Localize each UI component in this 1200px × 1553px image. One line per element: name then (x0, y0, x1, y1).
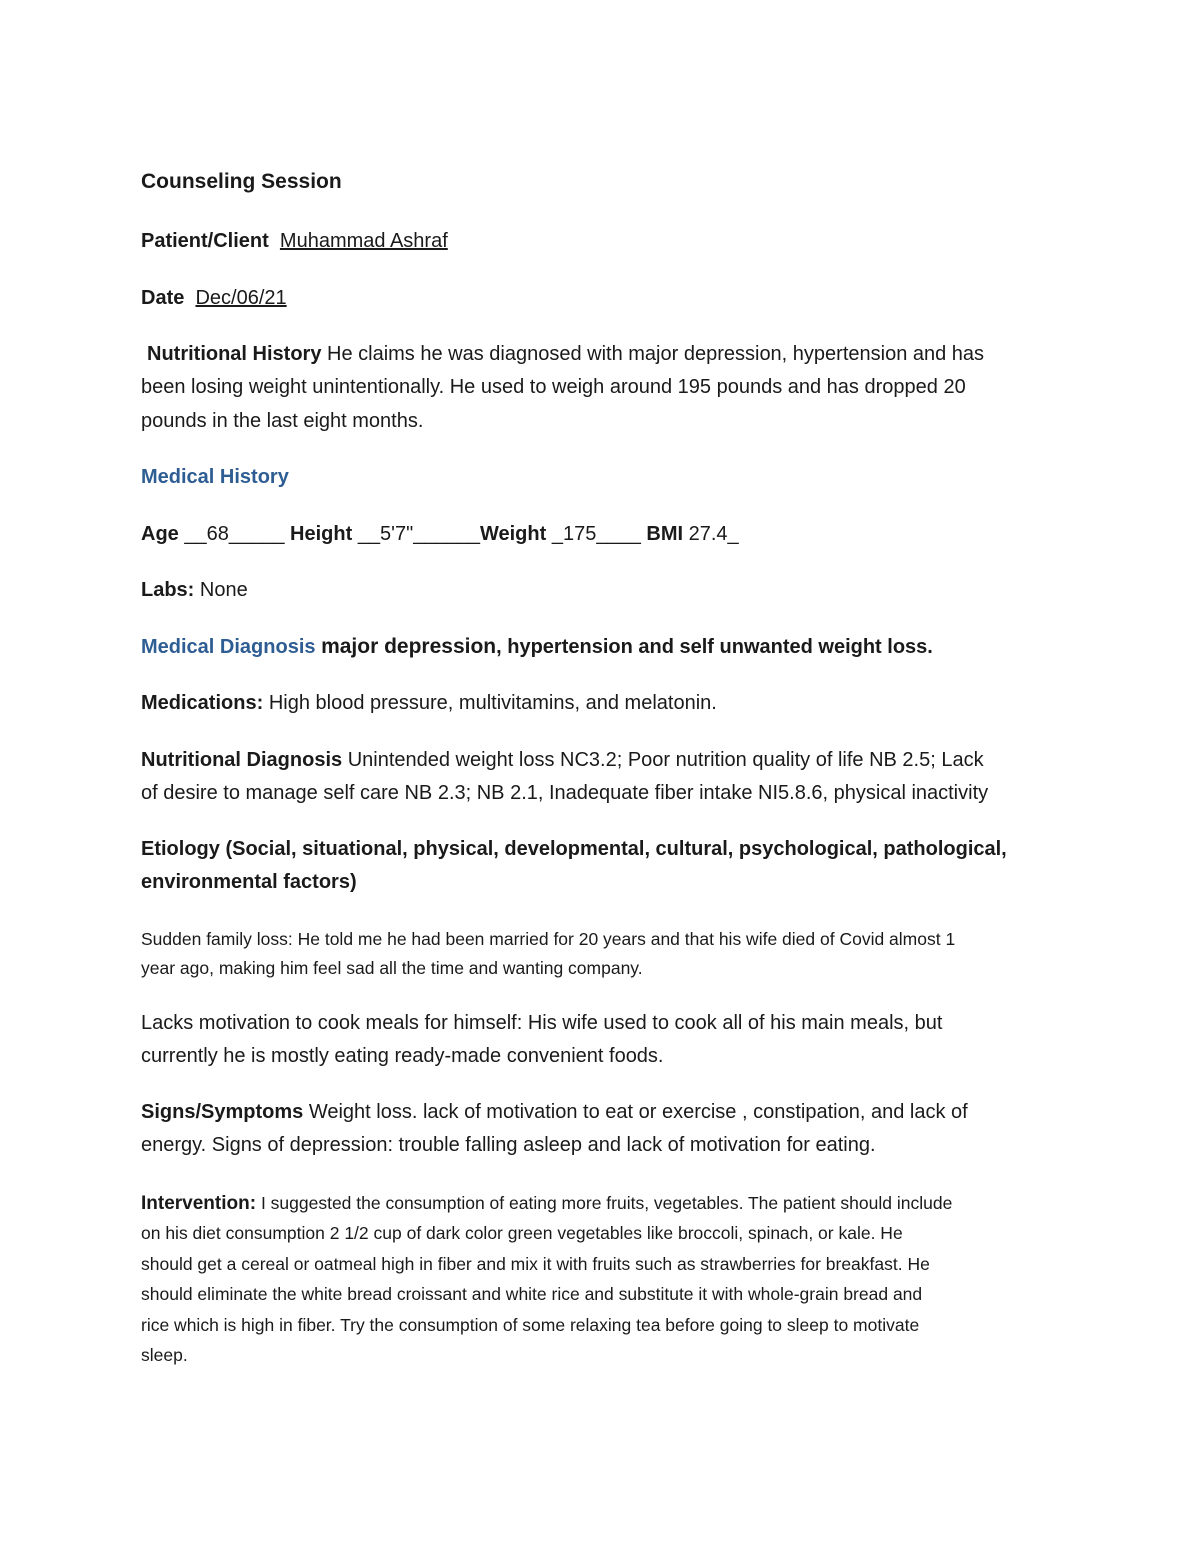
vitals-row (141, 523, 739, 546)
signs-line2: energy. Signs of depression: trouble falling asleep and lack of motivation for eating. (141, 1134, 876, 1156)
labs-value: None (199, 579, 248, 601)
medical-diagnosis-value-b: , hypertension and self unwanted weight loss. (496, 636, 933, 658)
patient-name: Muhammad Ashraf (279, 230, 448, 252)
nutritional-history-line3: pounds in the last eight months. (141, 410, 424, 432)
medical-diagnosis-row (141, 635, 933, 659)
height-label: Height (290, 523, 353, 545)
document-title: Counseling Session (141, 170, 342, 193)
patient-label: Patient/Client (141, 230, 269, 252)
patient-row (141, 230, 448, 253)
intervention-line1: Intervention: I suggested the consumption of eating more fruits, vegetables. The patient should include (141, 1193, 953, 1214)
weight-label: Weight (479, 523, 547, 545)
signs-label: Signs/Symptoms (141, 1101, 304, 1123)
signs-line1: Signs/Symptoms Weight loss. lack of motivation to eat or exercise , constipation, and lack of (141, 1101, 968, 1123)
labs-label: Labs: (141, 579, 195, 601)
nutritional-history-line2: been losing weight unintentionally. He used to weigh around 195 pounds and has dropped 20 (141, 376, 966, 398)
intervention-line6: sleep. (141, 1345, 188, 1365)
nutritional-diagnosis-line1: Nutritional Diagnosis Unintended weight loss NC3.2; Poor nutrition quality of life NB 2.5; Lack (141, 749, 984, 771)
nutritional-diagnosis-label: Nutritional Diagnosis (141, 749, 343, 771)
age-label: Age (141, 523, 179, 545)
nutritional-history-label: Nutritional History (147, 343, 322, 365)
height-value: __5'7"______ (357, 523, 480, 545)
intervention-label: Intervention: (141, 1193, 257, 1214)
family-loss-line2: year ago, making him feel sad all the time and wanting company. (141, 958, 643, 978)
weight-value: _175____ (551, 523, 641, 545)
intervention-line3: should get a cereal or oatmeal high in fiber and mix it with fruits such as strawberries for breakfast. He (141, 1254, 930, 1274)
motivation-line1: Lacks motivation to cook meals for himself: His wife used to cook all of his main meals, but (141, 1012, 943, 1034)
etiology-line1: Etiology (Social, situational, physical, developmental, cultural, psychological, pathological, (141, 838, 1007, 860)
date-label: Date (141, 287, 185, 309)
date-row (141, 287, 287, 310)
labs-row (141, 579, 248, 602)
family-loss-line1: Sudden family loss: He told me he had been married for 20 years and that his wife died of Covid almost 1 (141, 929, 956, 949)
age-value: __68_____ (184, 523, 285, 545)
nutritional-history-line1: Nutritional History He claims he was diagnosed with major depression, hypertension and has (147, 343, 985, 365)
nutritional-diagnosis-line2: of desire to manage self care NB 2.3; NB 2.1, Inadequate fiber intake NI5.8.6, physical inactivity (141, 782, 989, 804)
medical-diagnosis-value-a: major depression (321, 635, 497, 658)
bmi-label: BMI (646, 523, 684, 545)
medications-value: High blood pressure, multivitamins, and melatonin. (268, 692, 717, 714)
intervention-line2: on his diet consumption 2 1/2 cup of dark color green vegetables like broccoli, spinach, or kale. He (141, 1223, 903, 1243)
intervention-line4: should eliminate the white bread croissant and white rice and substitute it with whole-grain bread and (141, 1284, 923, 1304)
medications-row (141, 692, 717, 715)
etiology-line2: environmental factors) (141, 871, 357, 893)
intervention-line5: rice which is high in fiber. Try the consumption of some relaxing tea before going to sleep to motivate (141, 1315, 920, 1335)
motivation-line2: currently he is mostly eating ready-made convenient foods. (141, 1045, 664, 1067)
date-value: Dec/06/21 (195, 287, 287, 309)
medical-diagnosis-label: Medical Diagnosis (141, 636, 316, 658)
bmi-value: 27.4_ (688, 523, 739, 545)
medical-history-heading: Medical History (141, 466, 289, 488)
medications-label: Medications: (141, 692, 264, 714)
